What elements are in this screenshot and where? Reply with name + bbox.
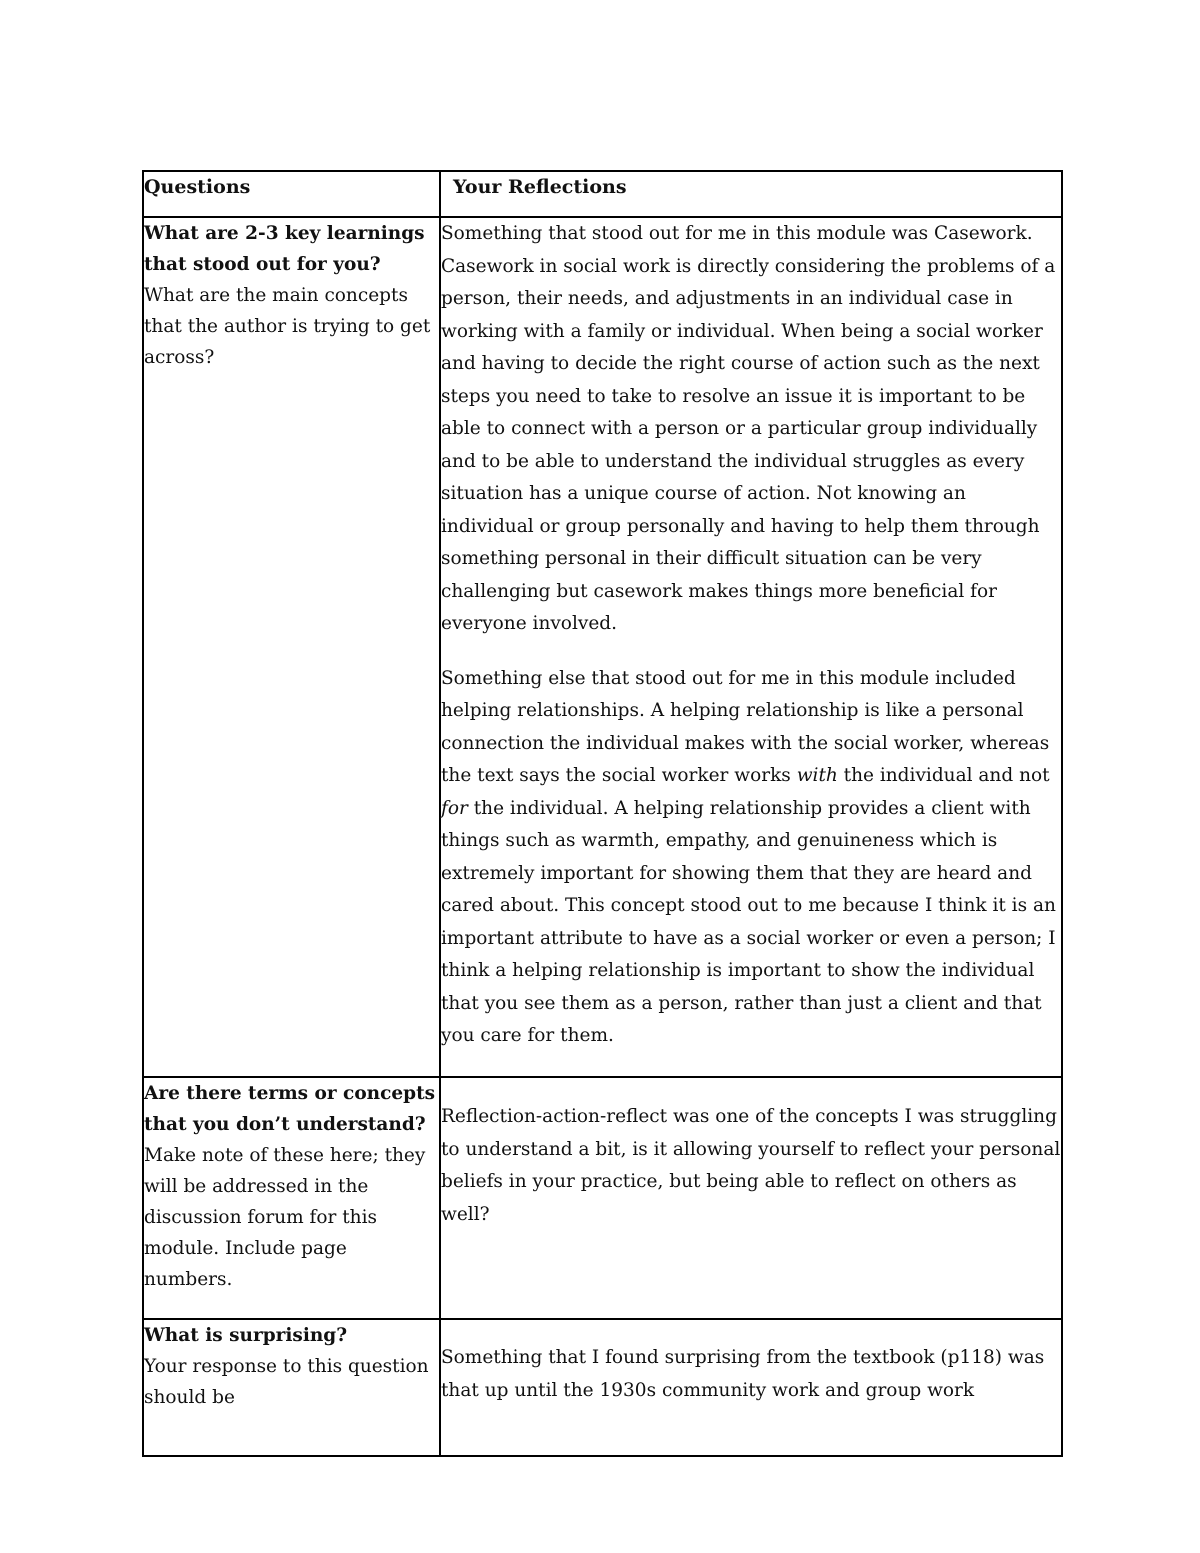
reflection-paragraph: Reflection-action-reflect was one of the concepts I was struggling to understand a bit, is it allowing yourself to reflect your personal beliefs in your practice, but being able to reflect on others as well?: [441, 1106, 1061, 1225]
reflection-text: the individual and not: [837, 765, 1050, 786]
reflection-paragraph: Something that stood out for me in this module was Casework. Casework in social work is directly considering the problems of a person, their needs, and adjustments in an individual case in working with a family or individual. When being a social worker and having to decide the right course of action such as the next steps you need to take to resolve an issue it is important to be able to connect with a person or a particular group individually and to be able to understand the individual struggles as every situation has a unique course of action. Not knowing an individual or group personally and having to help them through something personal in their difficult situation can be very challenging but casework makes things more beneficial for everyone involved.: [441, 223, 1056, 634]
table-header-row: [143, 171, 1062, 217]
question-description: Make note of these here; they will be addressed in the discussion forum for this module. Include page numbers.: [144, 1145, 426, 1290]
question-cell: [143, 1077, 440, 1319]
question-cell: [143, 1319, 440, 1456]
question-cell: [143, 217, 440, 1077]
reflection-text: Something else that stood out for me in this module included helping relationships. A helping relationship is like a personal connection the individual makes with the social worker, whereas the text says the social worker works: [441, 667, 1050, 786]
reflection-table: [142, 170, 1063, 1457]
reflection-cell: [440, 1077, 1062, 1319]
header-questions: Questions: [143, 171, 440, 217]
table-row: [143, 1319, 1062, 1456]
reflection-emphasis: with: [796, 765, 838, 786]
question-title: Are there terms or concepts that you don’t understand?: [144, 1083, 436, 1135]
reflection-cell: [440, 217, 1062, 1077]
reflection-cell: [440, 1319, 1062, 1456]
table-row: [143, 1077, 1062, 1319]
table-row: [143, 217, 1062, 1077]
header-reflections: Your Reflections: [440, 171, 1062, 217]
question-title: What is surprising?: [144, 1325, 348, 1346]
question-description: What are the main concepts that the author is trying to get across?: [144, 285, 431, 368]
question-title: What are 2-3 key learnings that stood out for you?: [144, 223, 425, 275]
reflection-emphasis: for: [441, 797, 468, 819]
reflection-text: the individual. A helping relationship provides a client with things such as warmth, empathy, and genuineness which is extremely important for showing them that they are heard and cared about. This concept stood out to me because I think it is an important attribute to have as a social worker or even a person; I think a helping relationship is important to show the individual that you see them as a person, rather than just a client and that you care for them.: [441, 797, 1056, 1046]
reflection-paragraph: Something that I found surprising from the textbook (p118) was that up until the 1930s community work and group work: [441, 1347, 1045, 1401]
question-description: Your response to this question should be: [144, 1356, 429, 1408]
reflection-paragraph: [441, 663, 1061, 1053]
